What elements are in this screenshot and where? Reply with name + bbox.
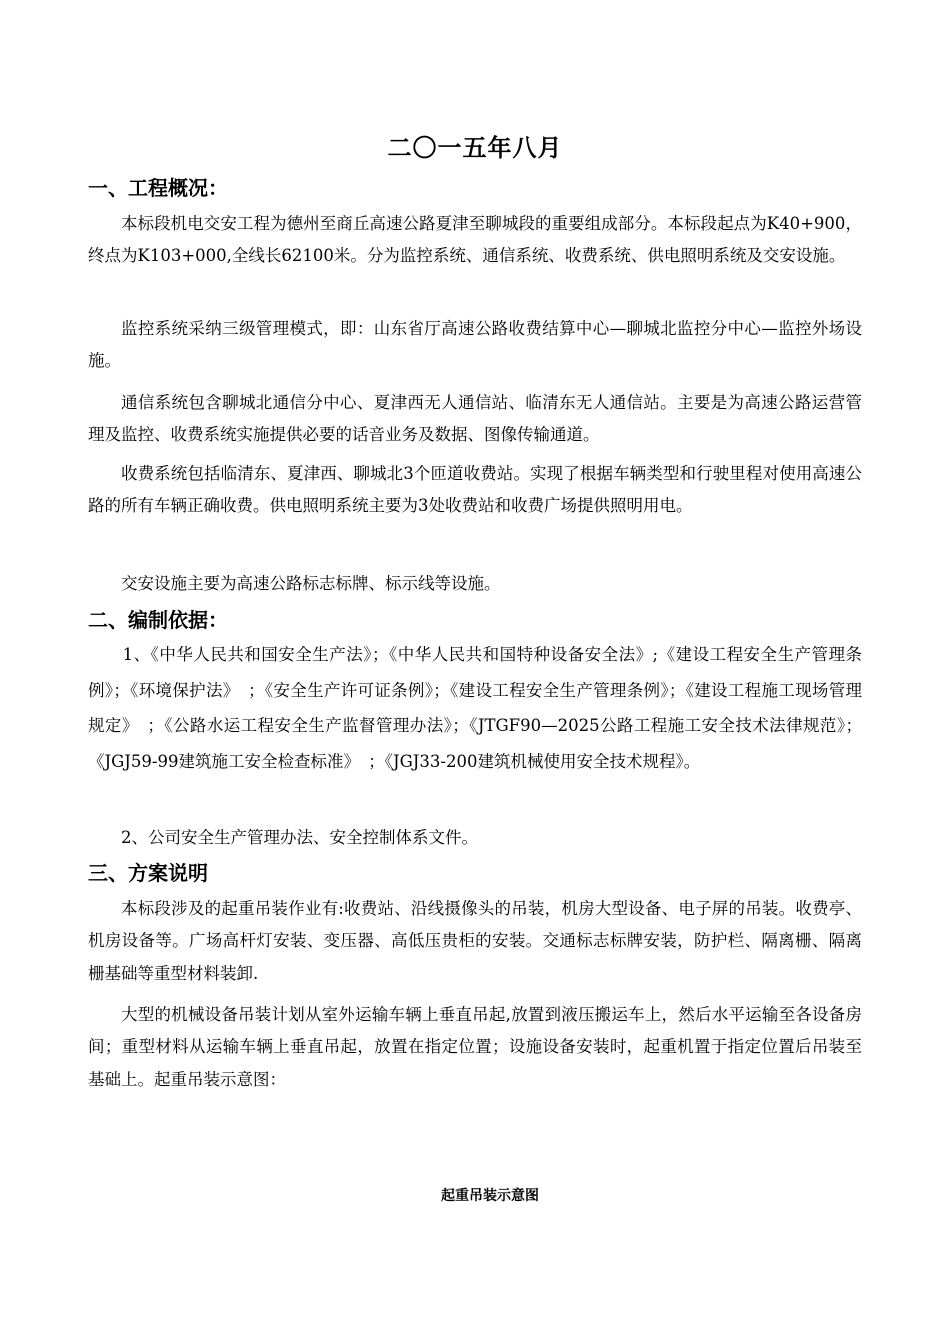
paragraph-plan-2: 大型的机械设备吊装计划从室外运输车辆上垂直吊起,放置到液压搬运车上，然后水平运输至各设备房间；重型材料从运输车辆上垂直吊起，放置在指定位置；设施设备安装时，起重机置于指定位置后吊装至基础上。起重吊装示意图： [88,1005,862,1089]
paragraph-overview-3: 通信系统包含聊城北通信分中心、夏津西无人通信站、临清东无人通信站。主要是为高速公路运营管理及监控、收费系统实施提供必要的话音业务及数据、图像传输通道。 [88,393,862,445]
paragraph-basis-1: 1、《中华人民共和国安全生产法》；《中华人民共和国特种设备安全法》;《建设工程安全生产管理条例》；《环境保护法》 ；《安全生产许可证条例》；《建设工程安全生产管理条例》；《建设工程施工现场管理规定》 ；《公路水运工程安全生产监督管理办法》；《JTGF90—2025公路工程施工安全技术法律规范》；《JGJ59-99建筑施工安全检查标准》 ；《JGJ33-200建筑机械使用安全技术规程》。 [88,645,862,771]
paragraph-overview-2: 监控系统采纳三级管理模式，即：山东省厅高速公路收费结算中心—聊城北监控分中心—监控外场设施。 [88,319,862,371]
section-heading-overview: 一、工程概况： [88,176,228,200]
figure-caption: 起重吊装示意图 [441,1188,539,1204]
section-heading-plan: 三、方案说明 [88,861,208,885]
section-heading-basis: 二、编制依据： [88,608,228,632]
paragraph-overview-4: 收费系统包括临清东、夏津西、聊城北3个匝道收费站。实现了根据车辆类型和行驶里程对使用高速公路的所有车辆正确收费。供电照明系统主要为3处收费站和收费广场提供照明用电。 [88,464,862,516]
paragraph-plan-1: 本标段涉及的起重吊装作业有:收费站、沿线摄像头的吊装，机房大型设备、电子屏的吊装。收费亭、机房设备等。广场高杆灯安装、变压器、高低压贵柜的安装。交通标志标牌安装，防护栏、隔离栅、隔离栅基础等重型材料装卸. [88,899,862,983]
date-title: 二〇一五年八月 [387,134,563,162]
paragraph-overview-1: 本标段机电交安工程为德州至商丘高速公路夏津至聊城段的重要组成部分。本标段起点为K40+900，终点为K103+000,全线长62100米。分为监控系统、通信系统、收费系统、供电照明系统及交安设施。 [88,214,862,266]
paragraph-basis-2: 2、公司安全生产管理办法、安全控制体系文件。 [121,828,478,847]
paragraph-overview-5: 交安设施主要为高速公路标志标牌、标示线等设施。 [121,574,501,593]
